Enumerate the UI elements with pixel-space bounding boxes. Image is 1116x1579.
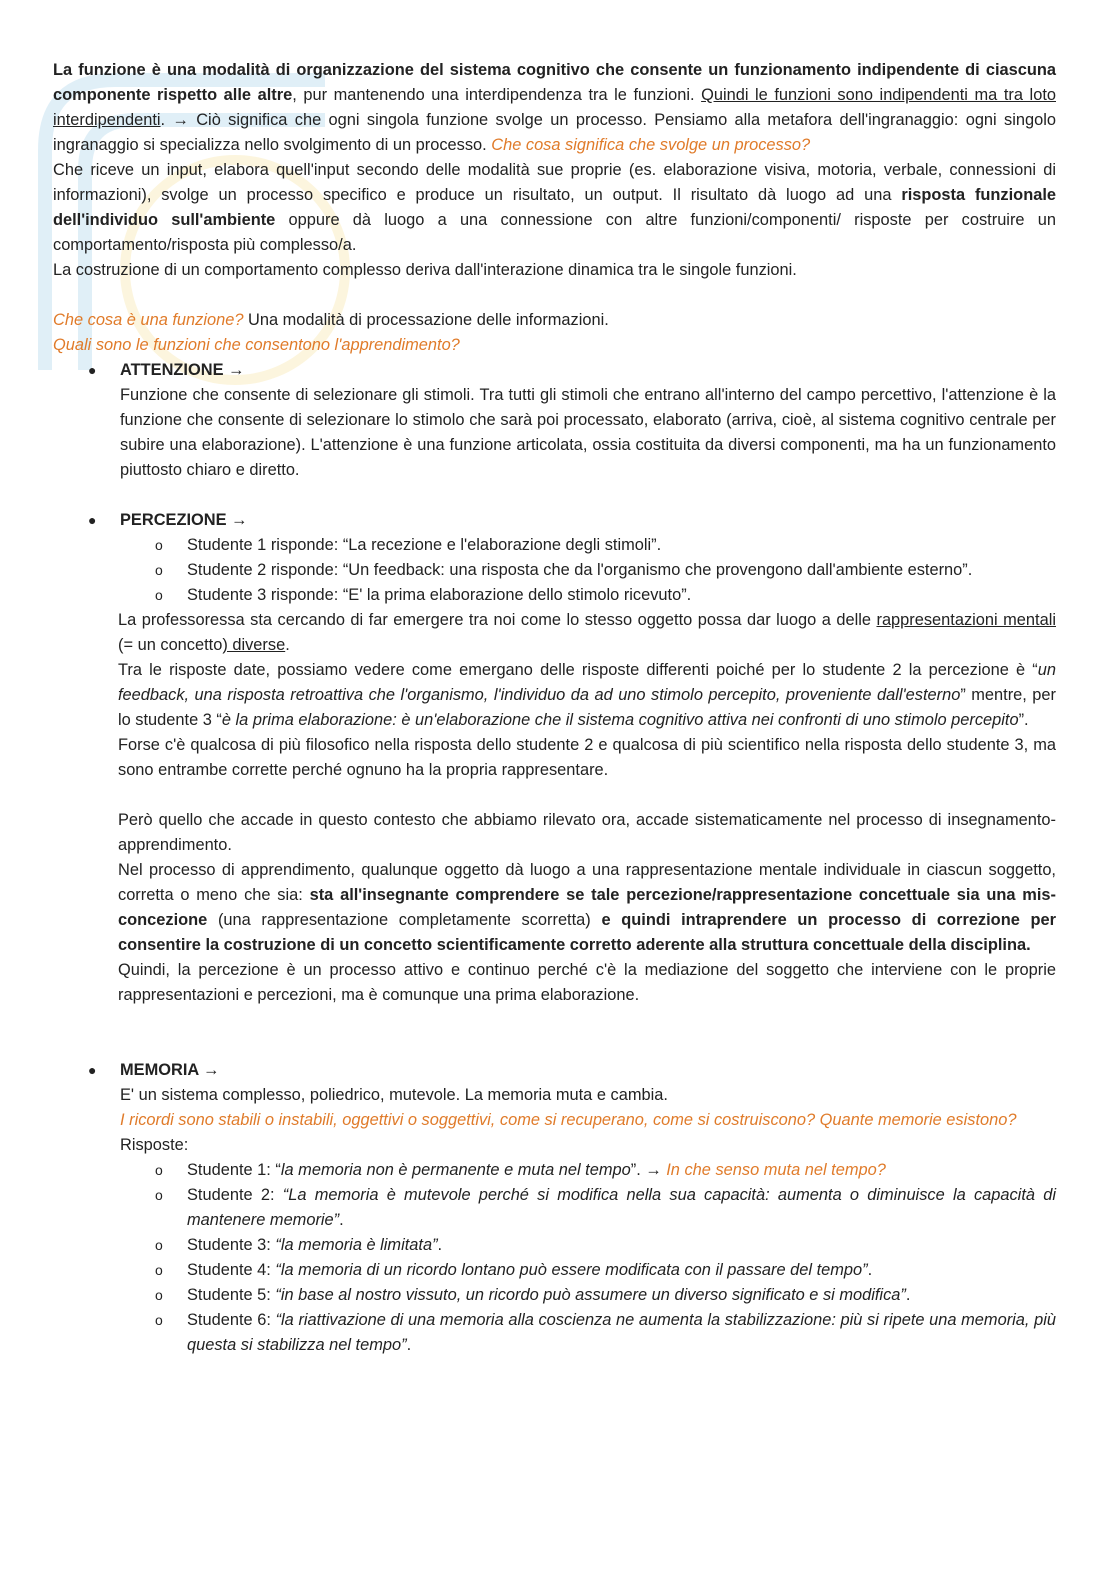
- text: .: [867, 1261, 873, 1279]
- italic-text: “in base al nostro vissuto, un ricordo può assumere un diverso significato e si modifica”: [275, 1286, 906, 1304]
- text: Studente 5:: [187, 1286, 276, 1304]
- bold-text: sta all'insegnante comprendere se tale percezione/rappresentazione concettuale sia una mis-concezione: [118, 886, 1056, 929]
- percezione-answers: [120, 533, 1056, 608]
- intro-underlined: Quindi le funzioni sono indipendenti ma tra loto interdipendenti: [53, 86, 1056, 129]
- intro-question: Che cosa significa che svolge un processo?: [491, 136, 811, 154]
- percezione-paragraph: [118, 858, 1056, 958]
- circle-bullet-icon: o: [155, 1187, 163, 1203]
- arrow-icon: →: [203, 1061, 220, 1079]
- list-item: [120, 1233, 1056, 1258]
- italic-text: la memoria non è permanente e muta nel tempo: [280, 1161, 631, 1179]
- question-text: In che senso muta nel tempo?: [661, 1161, 886, 1179]
- text: Tra le risposte date, possiamo vedere come emergano delle risposte differenti poiché per lo studente 2 la percezione è “: [118, 661, 1038, 679]
- bullet-icon: ●: [88, 1062, 97, 1078]
- intro-text: oppure dà luogo a una connessione con altre funzioni/componenti/ risposte per costruire un comportamento/risposta più complesso/a.: [53, 211, 1056, 254]
- circle-bullet-icon: o: [155, 1262, 163, 1278]
- text: (una rappresentazione completamente scorretta): [207, 911, 602, 929]
- intro-bold: risposta funzionale dell'individuo sull'ambiente: [53, 186, 1056, 229]
- text: Studente 3:: [187, 1236, 276, 1254]
- percezione-paragraph: [118, 658, 1056, 733]
- intro-text: Ciò significa che ogni singola funzione svolge un processo. Pensiamo alla metafora dell'ingranaggio: ogni singolo ingranaggio si specializza nello svolgimento di un processo.: [53, 111, 1056, 154]
- circle-bullet-icon: o: [155, 537, 163, 553]
- italic-text: è la prima elaborazione: è un'elaborazione che il sistema cognitivo attiva nei confronti di uno stimolo percepito: [221, 711, 1019, 729]
- percezione-paragraph: Forse c'è qualcosa di più filosofico nella risposta dello studente 2 e qualcosa di più scientifico nella risposta dello studente 3, ma sono entrambe corrette perché ognuno ha la propria rappresentare.: [118, 736, 1056, 779]
- list-item: [120, 533, 1056, 558]
- text: .: [406, 1336, 412, 1354]
- section-attenzione: [53, 358, 1056, 483]
- italic-text: “la riattivazione di una memoria alla coscienza ne aumenta la stabilizzazione: più si ripete una memoria, più questa si stabilizza nel tempo”: [187, 1311, 1056, 1354]
- arrow-icon: →: [645, 1161, 662, 1179]
- bullet-icon: ●: [88, 512, 97, 528]
- list-item: [120, 583, 1056, 608]
- underlined-text: rappresentazioni mentali: [876, 611, 1056, 629]
- text: La professoressa sta cercando di far emergere tra noi come lo stesso oggetto possa dar luogo a delle: [118, 611, 877, 629]
- section-memoria: [53, 1058, 1056, 1158]
- italic-text: un feedback, una risposta retroattiva che l'organismo, l'individuo da ad uno stimolo percepito, proveniente dall'esterno: [118, 661, 1056, 704]
- document-page: [53, 58, 1056, 1358]
- text: Studente 2:: [187, 1186, 283, 1204]
- text: ”.: [1018, 711, 1029, 729]
- text: ” mentre, per lo studente 3 “: [118, 686, 1056, 729]
- question-2: Quali sono le funzioni che consentono l'apprendimento?: [53, 336, 460, 354]
- circle-bullet-icon: o: [155, 1162, 163, 1178]
- percezione-paragraph: Quindi, la percezione è un processo attivo e continuo perché c'è la mediazione del soggetto che interviene con le proprie rappresentazioni e percezioni, ma è comunque una prima elaborazione.: [118, 961, 1056, 1004]
- text: Studente 1: “: [187, 1161, 281, 1179]
- circle-bullet-icon: o: [155, 1287, 163, 1303]
- bullet-icon: ●: [88, 362, 97, 378]
- circle-bullet-icon: o: [155, 1237, 163, 1253]
- circle-bullet-icon: o: [155, 1312, 163, 1328]
- text: .: [339, 1211, 344, 1229]
- intro-bold-definition: La funzione è una modalità di organizzazione del sistema cognitivo che consente un funzionamento indipendente di ciascuna componente rispetto alle altre: [53, 61, 1056, 104]
- section-title: [120, 1058, 1056, 1083]
- section-title: [120, 508, 1056, 533]
- section-body: Funzione che consente di selezionare gli stimoli. Tra tutti gli stimoli che entrano all'interno del campo percettivo, l'attenzione è la funzione che consente di selezionare lo stimolo che sarà poi processato, elaborato (arriva, cioè, al sistema cognitivo centrale per subire una elaborazione). L'attenzione è una funzione articolata, ossia costituita da diversi componenti, ma ha un funzionamento piuttosto chiaro e diretto.: [120, 386, 1056, 479]
- list-item: [120, 1183, 1056, 1233]
- text: ”.: [630, 1161, 646, 1179]
- text: (= un concetto: [118, 636, 223, 654]
- bold-text: e quindi intraprendere un processo di correzione per consentire la costruzione di un concetto scientificamente corretto aderente alla struttura concettuale della disciplina.: [118, 911, 1057, 954]
- answer-text: Una modalità di processazione delle informazioni.: [243, 311, 609, 329]
- answer-text: Studente 3 risponde: “E' la prima elaborazione dello stimolo ricevuto”.: [187, 586, 692, 604]
- question-1: [53, 308, 1056, 333]
- underlined-text: ) diverse: [222, 636, 286, 654]
- arrow-icon: →: [228, 361, 245, 379]
- italic-text: “La memoria è mutevole perché si modifica nella sua capacità: aumenta o diminuisce la capacità di mantenere memorie”: [187, 1186, 1056, 1229]
- intro-paragraph-3: La costruzione di un comportamento complesso deriva dall'interazione dinamica tra le singole funzioni.: [53, 261, 797, 279]
- section-title: [120, 358, 1056, 383]
- intro-paragraph-2: [53, 158, 1056, 258]
- text: .: [437, 1236, 443, 1254]
- section-percezione: [53, 508, 1056, 533]
- answer-text: Studente 2 risponde: “Un feedback: una risposta che da l'organismo che provengono dall'ambiente esterno”.: [187, 561, 973, 579]
- percezione-paragraph: Però quello che accade in questo contesto che abbiamo rilevato ora, accade sistematicamente nel processo di insegnamento-apprendimento.: [118, 811, 1056, 854]
- text: Studente 4:: [187, 1261, 276, 1279]
- answer-text: Studente 1 risponde: “La recezione e l'elaborazione degli stimoli”.: [187, 536, 662, 554]
- list-item: [120, 1283, 1056, 1308]
- list-item: [120, 1258, 1056, 1283]
- percezione-body: [53, 608, 1056, 1008]
- circle-bullet-icon: o: [155, 562, 163, 578]
- memoria-question: I ricordi sono stabili o instabili, oggettivi o soggettivi, come si recuperano, come si costruiscono? Quante memorie esistono?: [120, 1111, 1017, 1129]
- arrow-icon: →: [231, 511, 248, 529]
- section-title-text: MEMORIA: [120, 1061, 199, 1079]
- memoria-risposte: Risposte:: [120, 1136, 189, 1154]
- italic-text: “la memoria di un ricordo lontano può essere modificata con il passare del tempo”: [275, 1261, 868, 1279]
- text: .: [285, 636, 290, 654]
- text: .: [905, 1286, 911, 1304]
- section-title-text: ATTENZIONE: [120, 361, 224, 379]
- intro-paragraph: [53, 58, 1056, 158]
- italic-text: “la memoria è limitata”: [275, 1236, 438, 1254]
- text: Studente 6:: [187, 1311, 276, 1329]
- memoria-paragraph: E' un sistema complesso, poliedrico, mutevole. La memoria muta e cambia.: [120, 1086, 668, 1104]
- text: Nel processo di apprendimento, qualunque oggetto dà luogo a una rappresentazione mentale individuale in ciascun soggetto, corretta o meno che sia:: [118, 861, 1056, 904]
- memoria-answers: [120, 1158, 1056, 1358]
- question-text: Che cosa è una funzione?: [53, 311, 244, 329]
- list-item: [120, 1308, 1056, 1358]
- arrow-icon: →: [172, 111, 189, 129]
- percezione-paragraph: [118, 608, 1056, 658]
- intro-text: , pur mantenendo una interdipendenza tra le funzioni.: [292, 86, 695, 104]
- list-item: [120, 558, 1056, 583]
- intro-text: .: [160, 111, 173, 129]
- intro-text: Che riceve un input, elabora quell'input secondo delle modalità sue proprie (es. elaborazione visiva, motoria, verbale, connessioni di informazioni), svolge un processo specifico e produce un risultato, un output. Il risultato dà luogo ad una: [53, 161, 1056, 204]
- circle-bullet-icon: o: [155, 587, 163, 603]
- list-item: [120, 1158, 1056, 1183]
- section-title-text: PERCEZIONE: [120, 511, 227, 529]
